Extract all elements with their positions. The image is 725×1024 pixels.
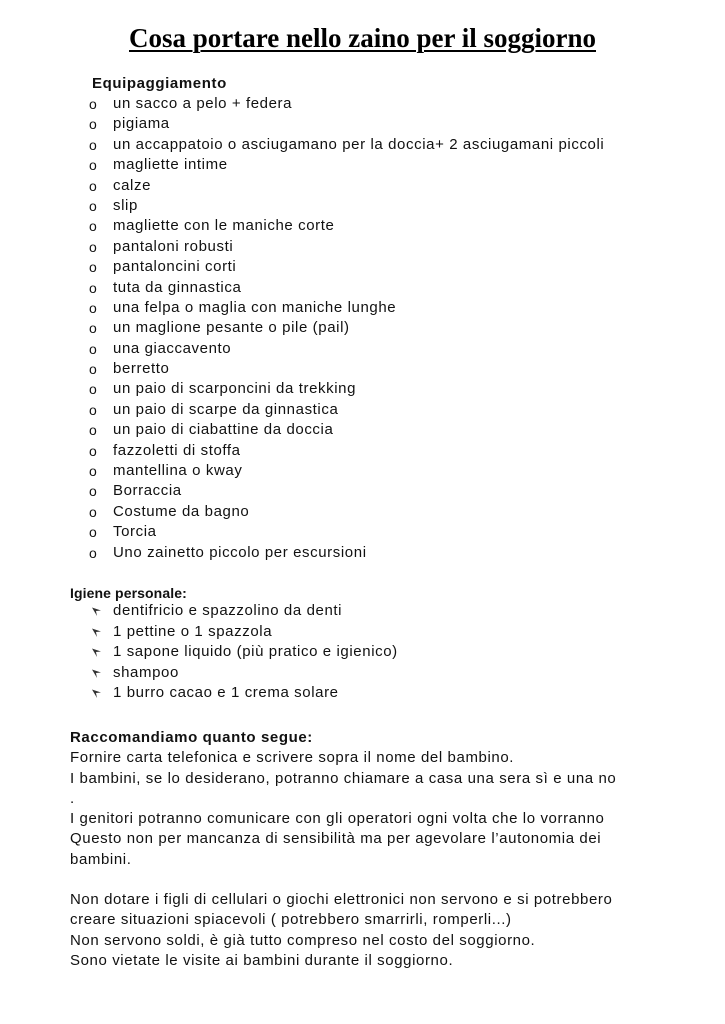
circle-bullet-icon: o xyxy=(89,279,98,296)
circle-bullet-icon: o xyxy=(89,96,98,112)
circle-bullet-icon: o xyxy=(89,259,98,276)
list-item: o Uno zainetto piccolo per escursioni xyxy=(0,543,604,563)
hygiene-heading: Igiene personale: xyxy=(70,585,187,601)
circle-bullet-icon: o xyxy=(89,157,98,174)
list-item: shampoo xyxy=(0,663,398,684)
list-item: o una giaccavento xyxy=(0,339,604,359)
list-item: o pantaloni robusti xyxy=(0,237,604,257)
list-item: o mantellina o kway xyxy=(0,461,604,481)
list-item: 1 burro cacao e 1 crema solare xyxy=(0,683,398,704)
page-title: Cosa portare nello zaino per il soggiorno xyxy=(129,23,596,53)
circle-bullet-icon: o xyxy=(89,524,98,541)
circle-bullet-icon: o xyxy=(89,422,98,439)
arrow-bullet-icon xyxy=(91,688,102,699)
paragraph-line: Questo non per mancanza di sensibilità ma per agevolare l’autonomia dei xyxy=(70,830,602,848)
arrow-bullet-icon xyxy=(91,647,102,658)
list-item: 1 sapone liquido (più pratico e igienico) xyxy=(0,642,398,663)
list-item: o un paio di ciabattine da doccia xyxy=(0,420,604,440)
circle-bullet-icon: o xyxy=(89,177,98,194)
list-item: o calze xyxy=(0,176,604,196)
paragraph-line: I bambini, se lo desiderano, potranno chiamare a casa una sera sì e una no xyxy=(70,769,617,787)
paragraph-line: Non dotare i figli di cellulari o giochi elettronici non servono e si potrebbero xyxy=(70,891,613,909)
list-item: o tuta da ginnastica xyxy=(0,278,604,298)
list-item: o fazzoletti di stoffa xyxy=(0,441,604,461)
list-item: 1 pettine o 1 spazzola xyxy=(0,622,398,643)
circle-bullet-icon: o xyxy=(89,361,98,378)
recommendations-heading: Raccomandiamo quanto segue: xyxy=(70,729,313,746)
circle-bullet-icon: o xyxy=(89,320,98,337)
circle-bullet-icon: o xyxy=(89,218,98,235)
list-item: o una felpa o maglia con maniche lunghe xyxy=(0,298,604,318)
recommendations-section xyxy=(70,728,710,971)
circle-bullet-icon: o xyxy=(89,197,98,214)
paragraph-spacer xyxy=(70,870,710,890)
circle-bullet-icon: o xyxy=(89,463,98,480)
circle-bullet-icon: o xyxy=(89,503,98,520)
equipment-heading: Equipaggiamento xyxy=(92,75,227,92)
list-item: o magliette intime xyxy=(0,155,604,175)
circle-bullet-icon: o xyxy=(89,544,98,561)
list-item: o un accappatoio o asciugamano per la doccia+ 2 asciugamani piccoli xyxy=(0,135,604,155)
circle-bullet-icon: o xyxy=(89,381,98,398)
paragraph-line: Fornire carta telefonica e scrivere sopra il nome del bambino. xyxy=(70,749,515,767)
circle-bullet-icon: o xyxy=(89,238,98,255)
list-item: o berretto xyxy=(0,359,604,379)
list-item: o slip xyxy=(0,196,604,216)
paragraph-line: Non servono soldi, è già tutto compreso nel costo del soggiorno. xyxy=(70,931,536,949)
equipment-list xyxy=(0,94,604,563)
arrow-bullet-icon xyxy=(91,606,102,617)
list-item: o un sacco a pelo + federa xyxy=(0,94,604,114)
circle-bullet-icon: o xyxy=(89,340,98,357)
circle-bullet-icon: o xyxy=(89,401,98,418)
list-item: o pantaloncini corti xyxy=(0,257,604,277)
arrow-bullet-icon xyxy=(91,668,102,679)
paragraph-line: creare situazioni spiacevoli ( potrebbero smarrirli, romperli...) xyxy=(70,911,512,929)
list-item: o Torcia xyxy=(0,522,604,542)
list-item: o Costume da bagno xyxy=(0,502,604,522)
list-item: o un paio di scarpe da ginnastica xyxy=(0,400,604,420)
list-item: o pigiama xyxy=(0,114,604,134)
list-item: o un paio di scarponcini da trekking xyxy=(0,379,604,399)
circle-bullet-icon: o xyxy=(89,299,98,316)
list-item: o magliette con le maniche corte xyxy=(0,216,604,236)
circle-bullet-icon: o xyxy=(89,116,98,133)
paragraph-line: Sono vietate le visite ai bambini durante il soggiorno. xyxy=(70,951,454,969)
paragraph-line: . xyxy=(70,789,75,807)
list-item: dentifricio e spazzolino da denti xyxy=(0,601,398,622)
circle-bullet-icon: o xyxy=(89,442,98,459)
list-item: o Borraccia xyxy=(0,481,604,501)
paragraph-line: I genitori potranno comunicare con gli operatori ogni volta che lo vorranno xyxy=(70,810,605,828)
paragraph-line: bambini. xyxy=(70,850,132,868)
circle-bullet-icon: o xyxy=(89,483,98,500)
list-item: o un maglione pesante o pile (pail) xyxy=(0,318,604,338)
circle-bullet-icon: o xyxy=(89,136,98,153)
hygiene-list xyxy=(0,601,398,704)
arrow-bullet-icon xyxy=(91,627,102,638)
